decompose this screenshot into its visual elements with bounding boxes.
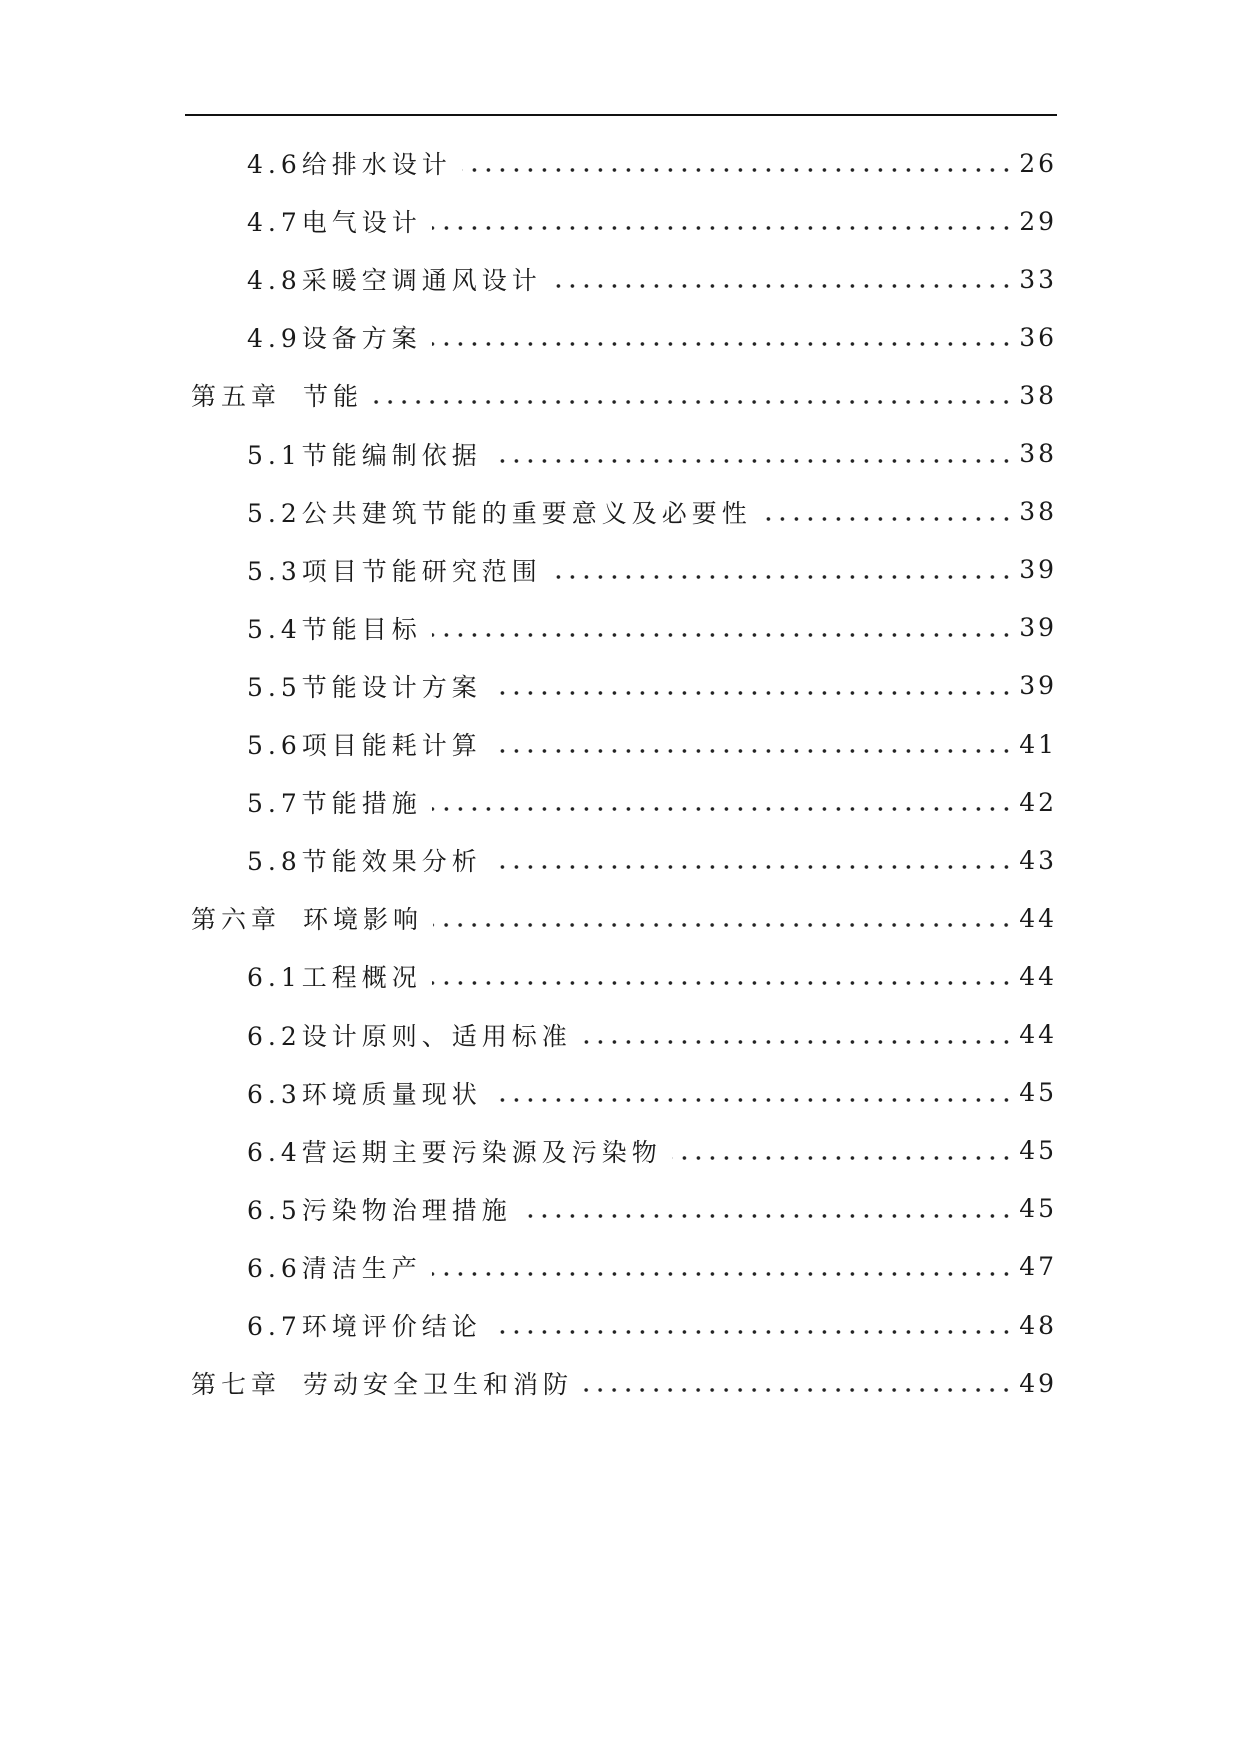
toc-entry-label bbox=[247, 1075, 482, 1111]
toc-entry-leader bbox=[432, 978, 1013, 988]
toc-entry-leader bbox=[492, 1327, 1013, 1337]
toc-entry-leader bbox=[492, 862, 1013, 872]
toc-entry-title: 节能设计方案 bbox=[301, 672, 482, 702]
toc-entry[interactable] bbox=[247, 434, 1057, 474]
toc-entry-number: 5.1 bbox=[247, 440, 302, 470]
toc-entry-label bbox=[247, 1017, 572, 1053]
toc-entry-page-number: 38 bbox=[1019, 439, 1057, 468]
toc-entry-label bbox=[247, 668, 482, 704]
toc-entry-title: 节能效果分析 bbox=[301, 847, 482, 877]
toc-entry-title: 节能措施 bbox=[301, 789, 422, 819]
toc-entry-leader bbox=[432, 804, 1013, 814]
toc-entry-leader bbox=[492, 688, 1013, 698]
toc-entry-number: 6.3 bbox=[247, 1079, 302, 1109]
toc-entry-page-number: 41 bbox=[1019, 729, 1057, 759]
toc-entry-number: 4.6 bbox=[247, 150, 302, 179]
toc-entry[interactable] bbox=[247, 317, 1057, 357]
toc-entry-label bbox=[191, 900, 423, 936]
toc-entry-number: 第七章 bbox=[191, 1370, 282, 1400]
toc-entry-leader bbox=[552, 281, 1013, 291]
toc-entry-page-number: 44 bbox=[1019, 1020, 1057, 1049]
toc-entry-title: 电气设计 bbox=[301, 208, 422, 238]
toc-entry-leader bbox=[373, 397, 1013, 407]
toc-entry-leader bbox=[492, 746, 1013, 756]
toc-entry-leader bbox=[432, 1269, 1013, 1279]
toc-entry-page-number: 42 bbox=[1019, 787, 1057, 817]
toc-entry-number: 第六章 bbox=[191, 905, 282, 935]
toc-entry-title: 环境质量现状 bbox=[301, 1079, 482, 1109]
toc-entry-title: 污染物治理措施 bbox=[301, 1195, 512, 1225]
toc-entry[interactable] bbox=[247, 1189, 1057, 1229]
toc-entry-number: 5.6 bbox=[247, 731, 302, 760]
toc-entry-label bbox=[247, 958, 422, 994]
toc-entry[interactable] bbox=[247, 143, 1057, 183]
toc-entry-leader bbox=[583, 1385, 1013, 1395]
toc-entry-leader bbox=[522, 1211, 1013, 1221]
toc-entry-label bbox=[247, 1191, 512, 1227]
toc-entry-title: 设备方案 bbox=[301, 324, 422, 354]
toc-entry-page-number: 45 bbox=[1019, 1136, 1057, 1166]
header-rule bbox=[185, 114, 1057, 116]
toc-entry-label bbox=[247, 1133, 662, 1169]
toc-entry-label bbox=[247, 842, 482, 878]
toc-entry-label bbox=[247, 261, 542, 297]
toc-entry[interactable] bbox=[247, 666, 1057, 706]
toc-entry-label bbox=[247, 552, 542, 588]
toc-entry-page-number: 43 bbox=[1019, 845, 1057, 875]
toc-entry-label bbox=[247, 203, 422, 239]
toc-entry-number: 5.5 bbox=[247, 672, 302, 702]
toc-entry[interactable] bbox=[247, 201, 1057, 241]
toc-entry-page-number: 26 bbox=[1019, 148, 1057, 178]
toc-entry-leader bbox=[582, 1037, 1013, 1047]
toc-entry-title: 项目节能研究范围 bbox=[301, 556, 542, 586]
toc-entry-number: 6.2 bbox=[247, 1021, 302, 1051]
toc-entry-page-number: 36 bbox=[1019, 322, 1057, 352]
toc-entry-number: 6.7 bbox=[247, 1312, 302, 1341]
toc-entry[interactable] bbox=[247, 1247, 1057, 1287]
toc-entry-label bbox=[247, 1249, 422, 1285]
toc-entry-label bbox=[247, 726, 482, 762]
toc-entry-number: 6.1 bbox=[247, 963, 302, 993]
toc-entry-number: 4.8 bbox=[247, 266, 302, 296]
toc-entry-number: 6.5 bbox=[247, 1195, 302, 1225]
toc-entry-page-number: 45 bbox=[1019, 1078, 1057, 1108]
toc-entry[interactable] bbox=[247, 1305, 1057, 1345]
toc-entry[interactable] bbox=[247, 724, 1057, 764]
toc-entry-number: 6.4 bbox=[247, 1137, 302, 1167]
toc-entry[interactable] bbox=[247, 840, 1057, 880]
toc-entry-title: 节能 bbox=[303, 382, 364, 412]
toc-entry-leader bbox=[462, 165, 1013, 175]
toc-entry-label bbox=[247, 494, 752, 530]
toc-entry[interactable] bbox=[191, 898, 1057, 938]
toc-entry[interactable] bbox=[247, 956, 1057, 996]
toc-entry-title: 给排水设计 bbox=[301, 150, 452, 179]
toc-entry-label bbox=[247, 1307, 482, 1343]
toc-entry-number: 5.2 bbox=[247, 498, 302, 528]
toc-entry-number: 4.7 bbox=[247, 208, 302, 238]
toc-entry-title: 节能目标 bbox=[301, 614, 422, 644]
toc-entry-page-number: 38 bbox=[1019, 497, 1057, 527]
toc-entry[interactable] bbox=[191, 375, 1057, 415]
toc-entry[interactable] bbox=[247, 782, 1057, 822]
toc-entry-number: 5.7 bbox=[247, 789, 302, 819]
toc-entry-title: 工程概况 bbox=[301, 963, 422, 993]
toc-entry-leader bbox=[433, 920, 1013, 930]
toc-entry[interactable] bbox=[247, 1073, 1057, 1113]
toc-entry[interactable] bbox=[247, 608, 1057, 648]
toc-entry-label bbox=[191, 377, 363, 413]
toc-entry-title: 节能编制依据 bbox=[301, 440, 482, 470]
toc-entry-page-number: 39 bbox=[1019, 613, 1057, 643]
toc-entry-title: 公共建筑节能的重要意义及必要性 bbox=[301, 498, 752, 528]
toc-entry-number: 4.9 bbox=[247, 324, 302, 354]
toc-entry-page-number: 33 bbox=[1019, 264, 1057, 294]
toc-entry-number: 5.8 bbox=[247, 847, 302, 877]
toc-entry-page-number: 38 bbox=[1019, 380, 1057, 410]
toc-entry-number: 5.3 bbox=[247, 556, 302, 586]
toc-entry-leader bbox=[492, 1095, 1013, 1105]
toc-entry-label bbox=[191, 1365, 573, 1401]
toc-entry-page-number: 45 bbox=[1019, 1194, 1057, 1224]
toc-entry-page-number: 48 bbox=[1019, 1310, 1057, 1340]
toc-entry[interactable] bbox=[247, 259, 1057, 299]
toc-entry[interactable] bbox=[247, 492, 1057, 532]
toc-entry-leader bbox=[432, 223, 1013, 233]
toc-entry-title: 采暖空调通风设计 bbox=[301, 266, 542, 296]
toc-entry[interactable] bbox=[247, 1131, 1057, 1171]
toc-entry-page-number: 29 bbox=[1019, 206, 1057, 236]
toc-entry-leader bbox=[672, 1153, 1013, 1163]
toc-entry[interactable] bbox=[247, 550, 1057, 590]
toc-entry-page-number: 44 bbox=[1019, 903, 1057, 933]
toc-entry-leader bbox=[552, 572, 1013, 582]
toc-entry-page-number: 39 bbox=[1019, 555, 1057, 585]
toc-entry-number: 第五章 bbox=[191, 382, 282, 412]
toc-entry-title: 环境评价结论 bbox=[301, 1312, 482, 1341]
toc-entry-title: 劳动安全卫生和消防 bbox=[303, 1370, 574, 1400]
toc-entry-number: 5.4 bbox=[247, 614, 302, 644]
toc-entry-label bbox=[247, 436, 482, 472]
toc-entry[interactable] bbox=[247, 1015, 1057, 1055]
toc-entry-page-number: 44 bbox=[1019, 961, 1057, 991]
toc-entry-title: 营运期主要污染源及污染物 bbox=[301, 1137, 662, 1167]
toc-entry-title: 设计原则、适用标准 bbox=[301, 1021, 572, 1051]
toc-entry-title: 项目能耗计算 bbox=[301, 731, 482, 760]
toc-entry-title: 清洁生产 bbox=[301, 1253, 422, 1283]
toc-entry-label bbox=[247, 610, 422, 646]
toc-entry-number: 6.6 bbox=[247, 1253, 302, 1283]
toc-entry-title: 环境影响 bbox=[303, 905, 424, 935]
toc-entry-label bbox=[247, 319, 422, 355]
toc-entry-label bbox=[247, 145, 452, 181]
toc-entry-leader bbox=[762, 514, 1013, 524]
toc-entry-page-number: 39 bbox=[1019, 671, 1057, 701]
toc-entry-page-number: 47 bbox=[1019, 1252, 1057, 1282]
toc-entry-label bbox=[247, 784, 422, 820]
toc-entry-leader bbox=[432, 630, 1013, 640]
toc-entry[interactable] bbox=[191, 1363, 1057, 1403]
toc-entry-page-number: 49 bbox=[1019, 1368, 1057, 1398]
toc-entry-leader bbox=[492, 456, 1013, 466]
toc-entry-leader bbox=[432, 339, 1013, 349]
